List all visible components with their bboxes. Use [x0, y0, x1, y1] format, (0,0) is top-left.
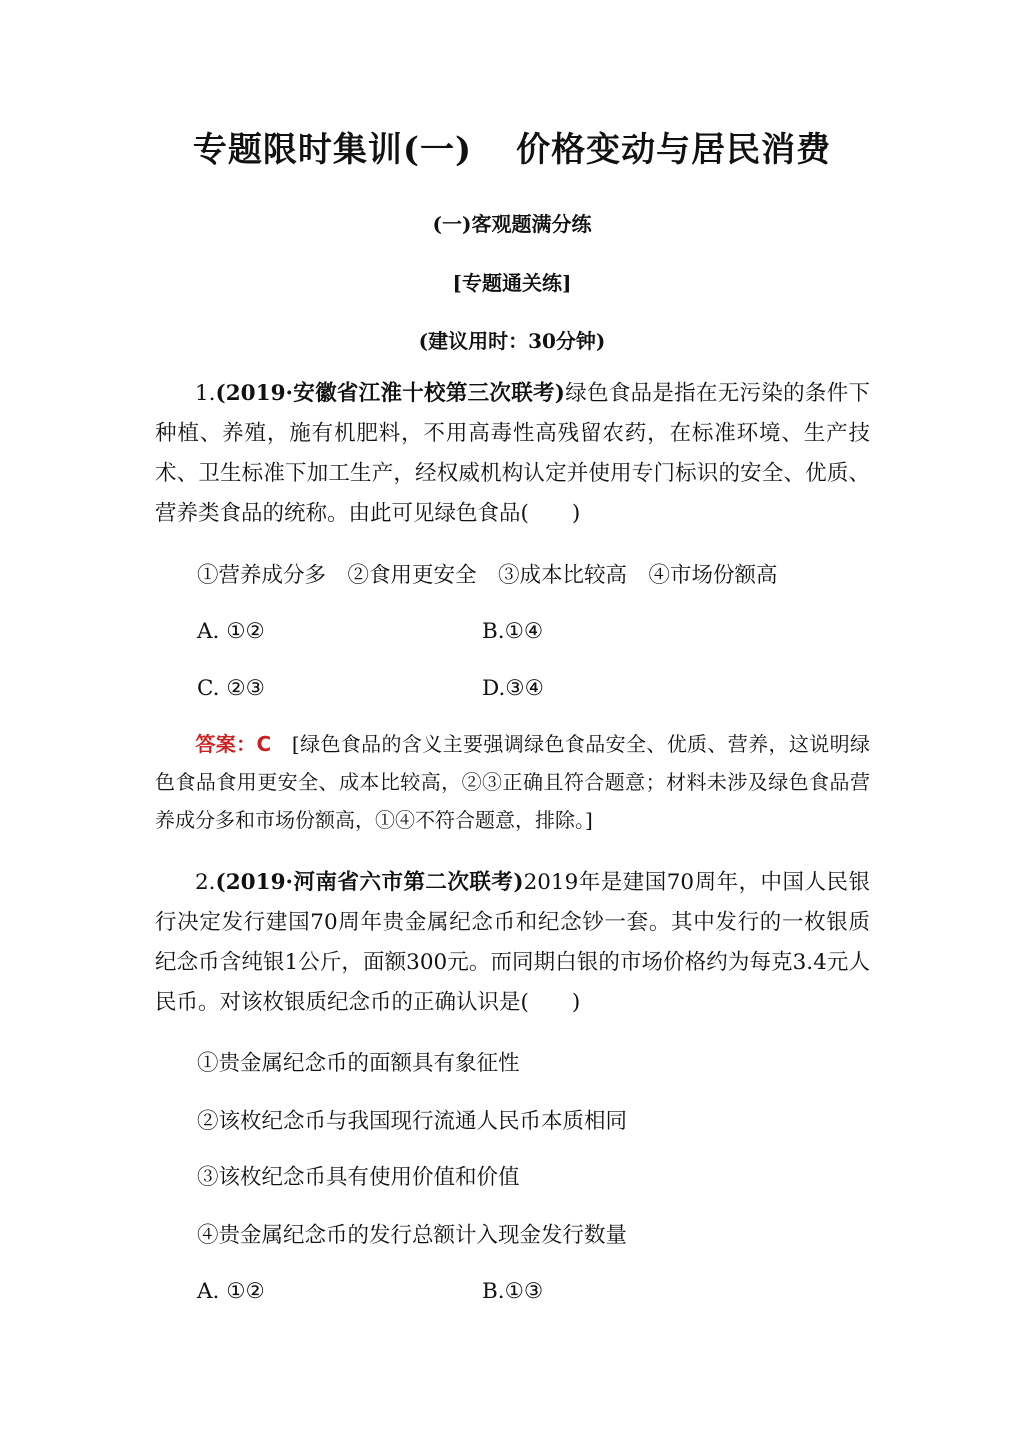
- question-text: 2019年是建国70周年，中国人民银行决定发行建国70周年贵金属纪念币和纪念钞一套。其中发行的一枚银质纪念币含纯银1公斤，面额300元。而同期白银的市场价格约为每克3.4元人民币。对该枚银质纪念币的正确认识是( ): [155, 870, 871, 1015]
- statement-4: ④贵金属纪念币的发行总额计入现金发行数量: [197, 1223, 628, 1248]
- question-number: 1.: [195, 381, 216, 406]
- title-series: 专题限时集训(一): [192, 130, 473, 170]
- statement-2: ②该枚纪念币与我国现行流通人民币本质相同: [197, 1109, 628, 1134]
- question-source: (2019·安徽省江淮十校第三次联考): [215, 381, 565, 406]
- answer-label: 答案：C: [195, 732, 272, 756]
- option-a: A. ①②: [197, 619, 265, 644]
- question-2-stem: [155, 863, 870, 1023]
- question-source: (2019·河南省六市第二次联考): [215, 870, 524, 895]
- section-heading: (一)客观题满分练: [432, 212, 592, 236]
- option-b: B.①④: [482, 619, 544, 644]
- question-1-stem: [155, 374, 870, 534]
- option-d: D.③④: [482, 676, 544, 701]
- option-b: B.①③: [482, 1279, 544, 1304]
- title-topic: 价格变动与居民消费: [516, 130, 832, 170]
- page-title: [0, 122, 1024, 171]
- statement-3: ③该枚纪念币具有使用价值和价值: [197, 1165, 520, 1190]
- option-c: C. ②③: [197, 676, 265, 701]
- subsection-heading: [专题通关练]: [452, 271, 572, 295]
- question-1-statements: ①营养成分多 ②食用更安全 ③成本比较高 ④市场份额高: [197, 563, 778, 588]
- option-a: A. ①②: [197, 1279, 265, 1304]
- question-1-answer: [155, 725, 870, 839]
- statement-1: ①贵金属纪念币的面额具有象征性: [197, 1051, 520, 1076]
- question-text: 绿色食品是指在无污染的条件下种植、养殖，施有机肥料，不用高毒性高残留农药，在标准环境、生产技术、卫生标准下加工生产，经权威机构认定并使用专门标识的安全、优质、营养类食品的统称。由此可见绿色食品( ): [155, 381, 870, 526]
- answer-explanation: [绿色食品的含义主要强调绿色食品安全、优质、营养，这说明绿色食品食用更安全、成本比较高，②③正确且符合题意；材料未涉及绿色食品营养成分多和市场份额高，①④不符合题意，排除。]: [155, 732, 871, 832]
- question-number: 2.: [195, 870, 216, 895]
- time-hint: (建议用时：30分钟): [418, 329, 606, 353]
